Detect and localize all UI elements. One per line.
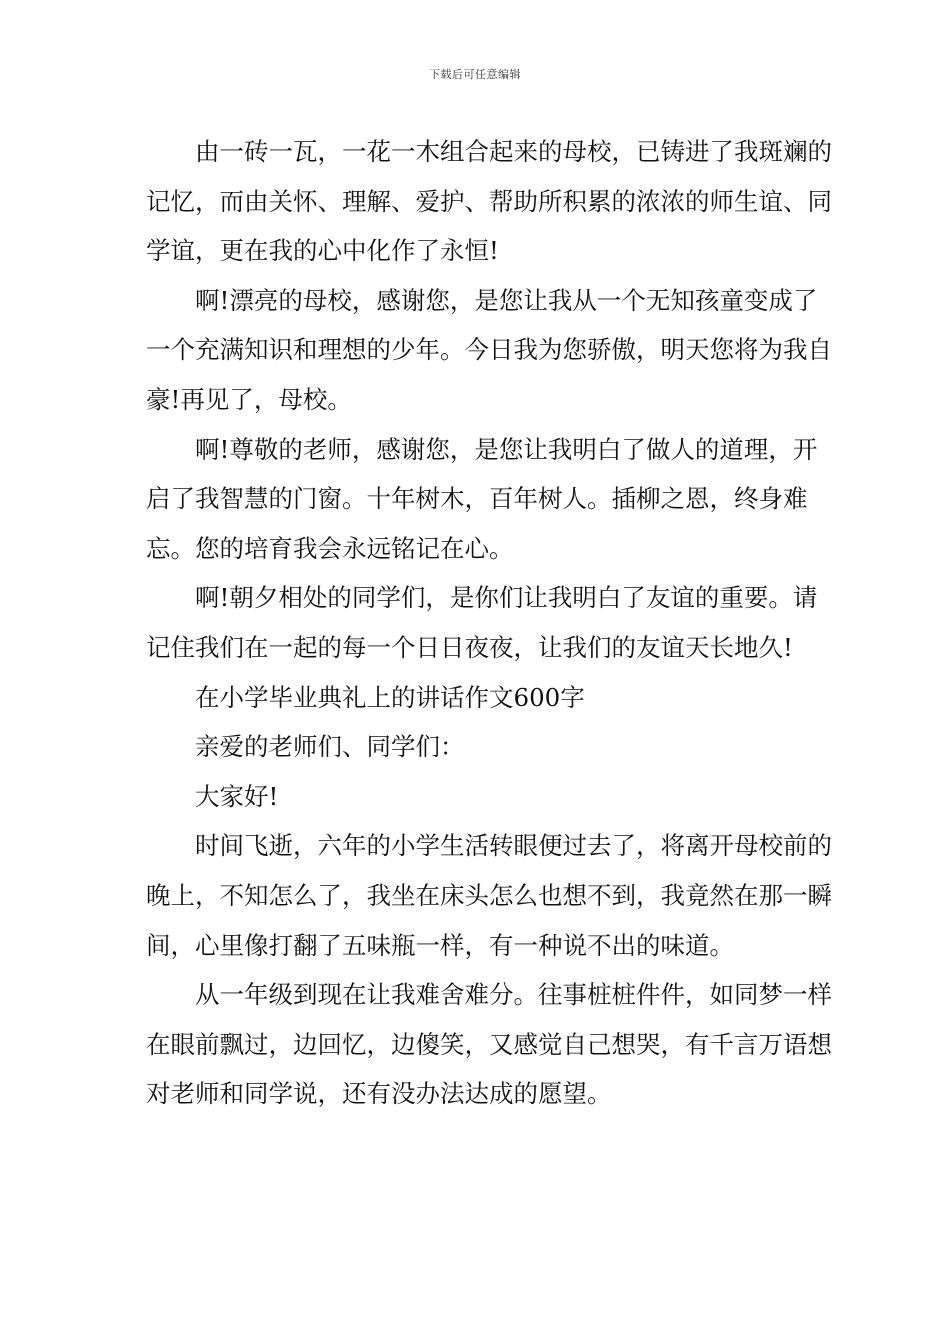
paragraph-3: 啊!尊敬的老师，感谢您，是您让我明白了做人的道理，开启了我智慧的门窗。十年树木，百年树人。插柳之恩，终身难忘。您的培育我会永远铭记在心。 <box>146 434 818 563</box>
page-header: 下载后可任意编辑 <box>429 68 521 81</box>
paragraph-8: 时间飞逝，六年的小学生活转眼便过去了，将离开母校前的晚上，不知怎么了，我坐在床头怎么也想不到，我竟然在那一瞬间，心里像打翻了五味瓶一样，有一种说不出的味道。 <box>146 831 832 960</box>
paragraph-9: 从一年级到现在让我难舍难分。往事桩桩件件，如同梦一样在眼前飘过，边回忆，边傻笑，又感觉自己想哭，有千言万语想对老师和同学说，还有没办法达成的愿望。 <box>146 980 832 1109</box>
document-body <box>146 127 836 1119</box>
salutation: 亲爱的老师们、同学们： <box>195 732 465 762</box>
paragraph-1: 由一砖一瓦，一花一木组合起来的母校，已铸进了我斑斓的记忆，而由关怀、理解、爱护、帮助所积累的浓浓的师生谊、同学谊，更在我的心中化作了永恒! <box>146 137 832 266</box>
essay-title: 在小学毕业典礼上的讲话作文600字 <box>195 682 585 712</box>
paragraph-4: 啊!朝夕相处的同学们，是你们让我明白了友谊的重要。请记住我们在一起的每一个日日夜夜，让我们的友谊天长地久! <box>146 583 818 662</box>
paragraph-2: 啊!漂亮的母校，感谢您，是您让我从一个无知孩童变成了一个充满知识和理想的少年。今日我为您骄傲，明天您将为我自豪!再见了，母校。 <box>146 285 832 414</box>
greeting: 大家好! <box>195 781 279 811</box>
